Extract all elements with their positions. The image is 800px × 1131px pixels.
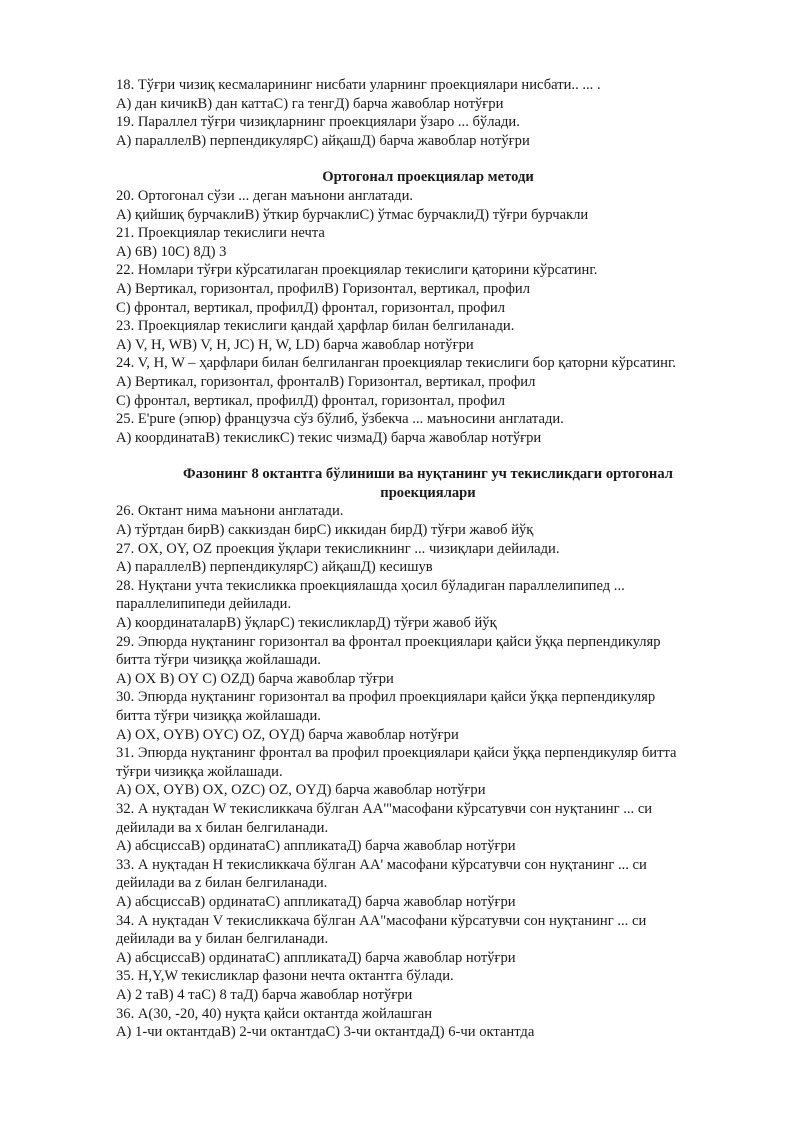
question-line: 18. Тўғри чизиқ кесмаларининг нисбати уларнинг проекциялари нисбати.. ... . (116, 77, 601, 93)
section-heading: Фазонинг 8 октантга бўлиниши ва нуқтанинг уч текисликдаги ортогонал проекциялари (183, 466, 673, 501)
question-line: 30. Эпюрда нуқтанинг горизонтал ва профил проекциялари қайси ўққа перпендикуляр (116, 689, 656, 706)
question-line: 31. Эпюрда нуқтанинг фронтал ва профил проекциялари қайси ўққа перпендикуляр битта (116, 745, 677, 762)
question-line: 25. E'pure (эпюр) французча сўз бўлиб, ўзбекча ... маъносини англатади. (116, 411, 564, 428)
question-line: 27. OX, OY, OZ проекция ўқлари текисликнинг ... чизиқлари дейилади. (116, 540, 560, 557)
answer-line: А) координаталарВ) ўқларС) текисликларД) тўғри жавоб йўқ (116, 615, 497, 632)
question-line-continued: дейилади ва z билан белгиланади. (116, 875, 328, 892)
answer-line: А) 1-чи октантдаВ) 2-чи октантдаС) 3-чи октантдаД) 6-чи октантда (116, 1024, 535, 1041)
section-heading: Ортогонал проекциялар методи (322, 169, 534, 186)
answer-line: А) абсциссаВ) ординатаС) аппликатаД) барча жавоблар нотўғри (116, 893, 516, 910)
section-2 (116, 168, 740, 447)
answer-line: А) абсциссаВ) ординатаС) аппликатаД) барча жавоблар нотўғри (116, 949, 516, 966)
question-line: 32. А нуқтадан W текисликкача бўлган АА'"масофани кўрсатувчи сон нуқтанинг ... си (116, 800, 653, 817)
answer-line: С) фронтал, вертикал, профилД) фронтал, горизонтал, профил (116, 299, 505, 316)
question-line: 35. H,Y,W текисликлар фазони нечта октантга бўлади. (116, 968, 454, 985)
question-line: 33. А нуқтадан H текисликкача бўлган АА' масофани кўрсатувчи сон нуқтанинг ... си (116, 856, 647, 873)
question-line-continued: параллелипипеди дейилади. (116, 596, 292, 613)
question-line: 29. Эпюрда нуқтанинг горизонтал ва фронтал проекциялари қайси ўққа перпендикуляр (116, 633, 661, 650)
question-line: 28. Нуқтани учта текисликка проекциялашда ҳосил бўладиган параллелипипед ... (116, 577, 625, 594)
answer-line: С) фронтал, вертикал, профилД) фронтал, горизонтал, профил (116, 392, 505, 409)
question-line: 36. А(30, -20, 40) нуқта қайси октантда жойлашган (116, 1005, 433, 1022)
question-line: 24. V, H, W – ҳарфлари билан белгиланган проекциялар текислиги бор қаторни кўрсатинг. (116, 355, 676, 372)
answer-line: А) қийшиқ бурчаклиВ) ўткир бурчаклиС) ўтмас бурчаклиД) тўғри бурчакли (116, 206, 589, 223)
question-line: 34. А нуқтадан V текисликкача бўлган АА"масофани кўрсатувчи сон нуқтанинг ... си (116, 912, 647, 929)
answer-line: А) 6В) 10С) 8Д) 3 (116, 243, 227, 260)
answer-line: А) Вертикал, горизонтал, фронталВ) Горизонтал, вертикал, профил (116, 373, 536, 390)
answer-line: А) V, H, WB) V, H, JC) H, W, LD) барча жавоблар нотўғри (116, 336, 474, 353)
answer-line: А) координатаВ) текисликС) текис чизмаД) барча жавоблар нотўғри (116, 429, 542, 446)
answer-line: А) абсциссаВ) ординатаС) аппликатаД) барча жавоблар нотўғри (116, 838, 516, 855)
answer-line: А) параллелВ) перпендикулярС) айқашД) кесишув (116, 559, 433, 576)
answer-line: А) параллелВ) перпендикулярС) айқашД) барча жавоблар нотўғри (116, 132, 530, 149)
answer-line: А) OX, OYB) OX, OZC) OZ, OYД) барча жавоблар нотўғри (116, 782, 486, 799)
question-line-continued: дейилади ва x билан белгиланади. (116, 819, 329, 836)
question-line: 20. Ортогонал сўзи ... деган маънони англатади. (116, 187, 414, 204)
answer-line: А) 2 таВ) 4 таС) 8 таД) барча жавоблар нотўғри (116, 986, 413, 1003)
question-line-continued: битта тўғри чизиққа жойлашади. (116, 652, 321, 669)
question-line: 19. Параллел тўғри чизиқларнинг проекциялари ўзаро ... бўлади. (116, 114, 520, 131)
question-line-continued: дейилади ва y билан белгиланади. (116, 931, 329, 948)
answer-line: А) OX В) OY С) OZД) барча жавоблар тўғри (116, 670, 394, 687)
answer-line: А) Вертикал, горизонтал, профилВ) Горизонтал, вертикал, профил (116, 280, 531, 297)
section-1 (116, 76, 740, 150)
question-line: 23. Проекциялар текислиги қандай ҳарфлар билан белгиланади. (116, 318, 515, 335)
question-line-continued: битта тўғри чизиққа жойлашади. (116, 708, 321, 724)
answer-line: А) дан кичикВ) дан каттаС) га тенгД) барча жавоблар нотўғри (116, 95, 504, 112)
question-line: 26. Октант нима маънони англатади. (116, 503, 344, 520)
question-line: 21. Проекциялар текислиги нечта (116, 225, 325, 242)
section-3 (116, 465, 740, 1041)
question-line-continued: тўғри чизиққа жойлашади. (116, 763, 283, 780)
question-line: 22. Номлари тўғри кўрсатилаган проекциялар текислиги қаторини кўрсатинг. (116, 262, 598, 279)
answer-line: А) тўртдан бирВ) саккиздан бирС) иккидан бирД) тўғри жавоб йўқ (116, 522, 534, 539)
answer-line: А) OX, OYB) OYC) OZ, OYД) барча жавоблар нотўғри (116, 726, 459, 743)
